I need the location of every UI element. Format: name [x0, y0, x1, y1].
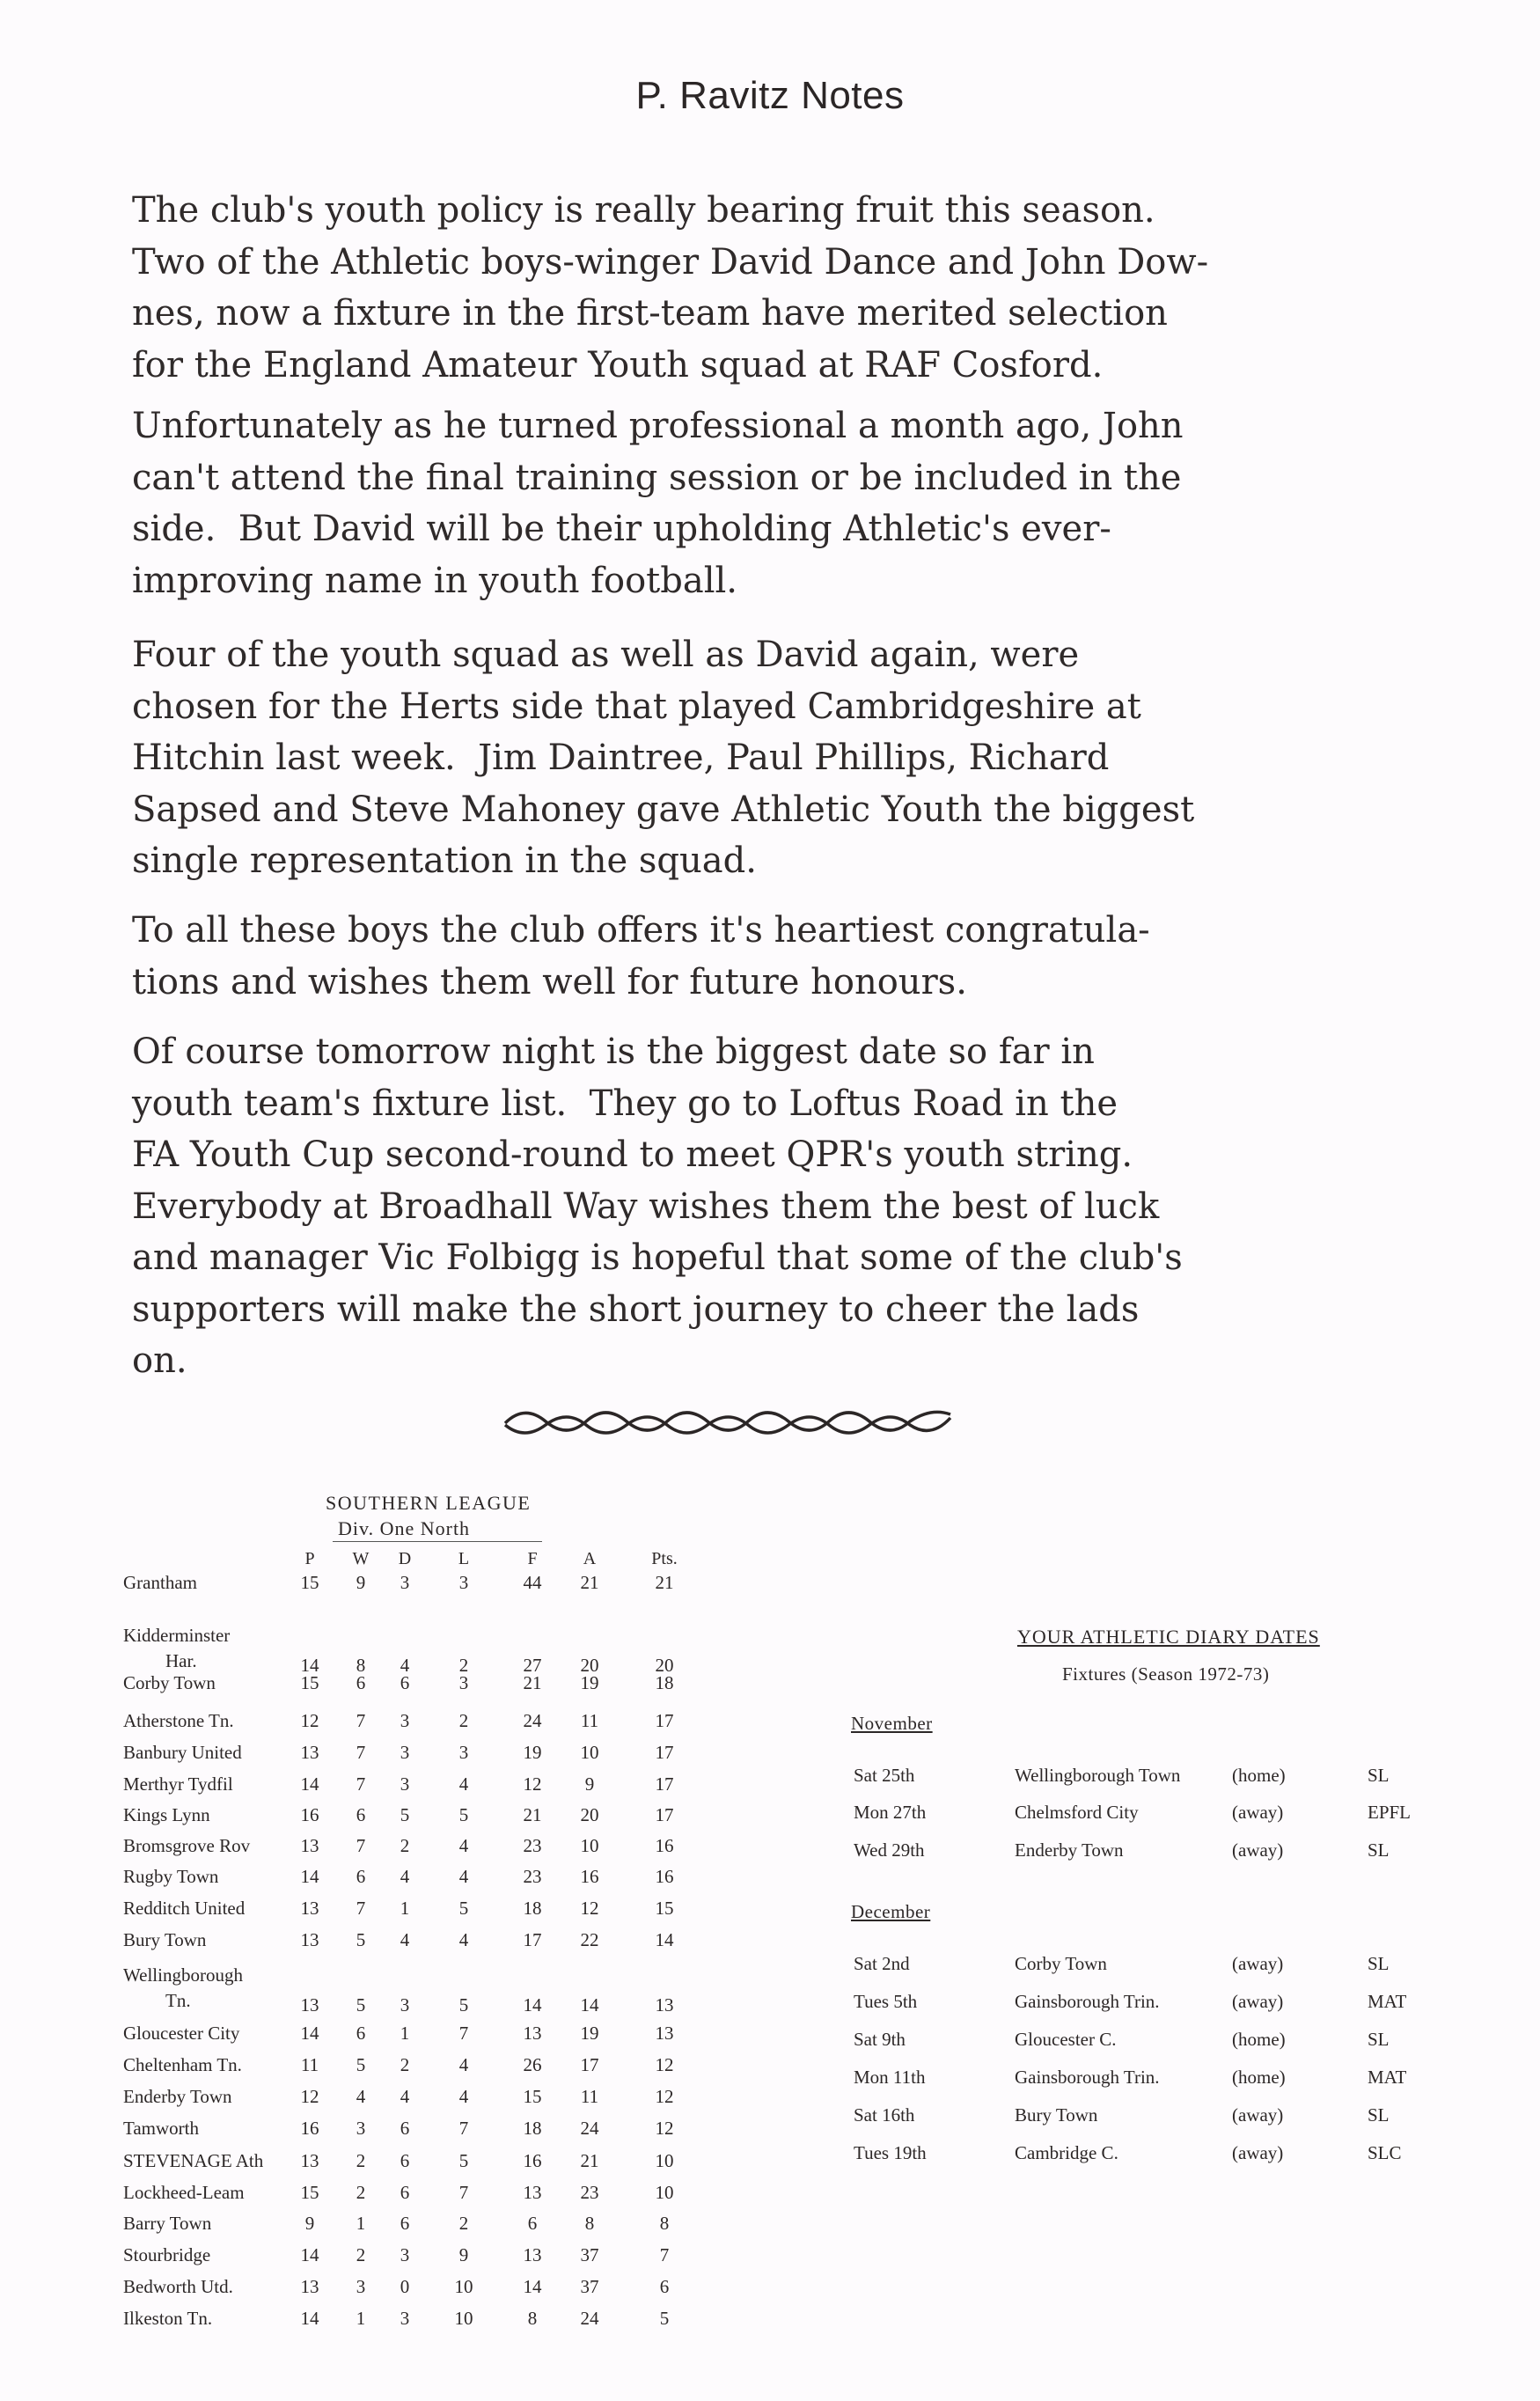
- stat-cell: 17: [655, 1773, 674, 1795]
- fixture-opponent: Cambridge C.: [1015, 2142, 1118, 2163]
- stat-cell: 2: [458, 2213, 469, 2234]
- stat-cell: 23: [523, 1866, 542, 1887]
- stat-cell: 4: [458, 2086, 469, 2107]
- stat-cell: 3: [400, 1710, 410, 1731]
- stat-cell: 3: [400, 1773, 410, 1795]
- stat-cell: 7: [659, 2244, 670, 2265]
- team-name: Lockheed-Leam: [123, 2182, 245, 2203]
- stat-cell: 14: [523, 1994, 542, 2016]
- stat-cell: 4: [400, 1929, 410, 1950]
- fixture-competition: SL: [1368, 2029, 1390, 2050]
- stat-cell: 10: [580, 1835, 599, 1856]
- stat-cell: 6: [356, 2023, 366, 2044]
- paragraph-fa-youth-cup: [132, 1026, 1364, 1387]
- stat-cell: 13: [300, 1929, 319, 1950]
- team-name: Banbury United: [123, 1742, 242, 1763]
- diary-title: YOUR ATHLETIC DIARY DATES: [1017, 1626, 1320, 1648]
- stat-cell: 12: [655, 2054, 674, 2075]
- paragraph-congratulations: [132, 905, 1364, 1008]
- stat-cell: 12: [655, 2086, 674, 2107]
- fixture-day: Wed 29th: [854, 1839, 925, 1861]
- league-col-header: A: [583, 1549, 597, 1568]
- fixture-day: Sat 9th: [854, 2029, 906, 2050]
- stat-cell: 13: [655, 1994, 674, 2016]
- stat-cell: 7: [356, 1710, 366, 1731]
- stat-cell: 1: [356, 2308, 366, 2329]
- fixture-competition: SL: [1368, 1839, 1390, 1861]
- stat-cell: 18: [523, 2118, 542, 2139]
- stat-cell: 4: [356, 2086, 366, 2107]
- fixture-opponent: Bury Town: [1015, 2104, 1098, 2126]
- league-col-header: L: [458, 1549, 470, 1568]
- stat-cell: 5: [458, 2150, 469, 2171]
- stat-cell: 27: [523, 1655, 542, 1676]
- team-name: Bury Town: [123, 1929, 207, 1950]
- stat-cell: 13: [655, 2023, 674, 2044]
- stat-cell: 5: [458, 1804, 469, 1825]
- team-name: STEVENAGE Ath: [123, 2150, 264, 2171]
- stat-cell: 13: [300, 1898, 319, 1919]
- stat-cell: 8: [584, 2213, 595, 2234]
- stat-cell: 9: [356, 1572, 366, 1593]
- stat-cell: 19: [523, 1742, 542, 1763]
- stat-cell: 10: [454, 2276, 473, 2297]
- stat-cell: 44: [523, 1572, 542, 1593]
- stat-cell: 15: [300, 1672, 319, 1693]
- stat-cell: 10: [454, 2308, 473, 2329]
- stat-cell: 12: [523, 1773, 542, 1795]
- fixture-opponent: Gainsborough Trin.: [1015, 2067, 1160, 2088]
- stat-cell: 21: [580, 1572, 599, 1593]
- team-name: Atherstone Tn.: [123, 1710, 234, 1731]
- league-col-header: D: [398, 1549, 412, 1568]
- text-line: FA Youth Cup second-round to meet QPR's youth string.: [132, 1134, 1133, 1175]
- fixture-day: Sat 2nd: [854, 1953, 910, 1974]
- page-title: P. Ravitz Notes: [635, 74, 905, 117]
- stat-cell: 14: [523, 2276, 542, 2297]
- fixture-opponent: Gloucester C.: [1015, 2029, 1117, 2050]
- stat-cell: 5: [659, 2308, 670, 2329]
- stat-cell: 17: [655, 1742, 674, 1763]
- stat-cell: 7: [356, 1742, 366, 1763]
- stat-cell: 21: [655, 1572, 674, 1593]
- fixture-venue: (away): [1232, 1839, 1284, 1861]
- team-name: Redditch United: [123, 1898, 246, 1919]
- text-line: To all these boys the club offers it's heartiest congratula-: [132, 910, 1150, 951]
- stat-cell: 16: [300, 2118, 319, 2139]
- fixture-venue: (home): [1232, 1765, 1286, 1786]
- stat-cell: 23: [580, 2182, 599, 2203]
- stat-cell: 6: [356, 1672, 366, 1693]
- stat-cell: 20: [580, 1655, 599, 1676]
- stat-cell: 6: [356, 1804, 366, 1825]
- stat-cell: 1: [400, 1898, 410, 1919]
- stat-cell: 14: [655, 1929, 674, 1950]
- stat-cell: 4: [400, 1866, 410, 1887]
- text-line: single representation in the squad.: [132, 841, 757, 881]
- stat-cell: 15: [300, 1572, 319, 1593]
- text-line: can't attend the final training session or be included in the: [132, 457, 1182, 498]
- fixture-day: Sat 16th: [854, 2104, 915, 2126]
- text-line: nes, now a fixture in the first-team have merited selection: [132, 293, 1168, 334]
- diary-month: December: [851, 1901, 931, 1922]
- stat-cell: 0: [400, 2276, 410, 2297]
- stat-cell: 9: [458, 2244, 469, 2265]
- fixture-competition: MAT: [1368, 1991, 1407, 2012]
- stat-cell: 18: [523, 1898, 542, 1919]
- diary-subtitle: Fixtures (Season 1972-73): [1062, 1663, 1270, 1685]
- stat-cell: 2: [400, 1835, 410, 1856]
- stat-cell: 4: [458, 1835, 469, 1856]
- stat-cell: 10: [655, 2182, 674, 2203]
- league-division: Div. One North: [338, 1517, 471, 1539]
- stat-cell: 12: [300, 2086, 319, 2107]
- stat-cell: 11: [300, 2054, 319, 2075]
- stat-cell: 21: [523, 1804, 542, 1825]
- stat-cell: 8: [527, 2308, 538, 2329]
- stat-cell: 13: [300, 2150, 319, 2171]
- stat-cell: 4: [458, 1773, 469, 1795]
- team-name: Bromsgrove Rov: [123, 1835, 251, 1856]
- stat-cell: 3: [356, 2276, 366, 2297]
- stat-cell: 15: [300, 2182, 319, 2203]
- stat-cell: 15: [655, 1898, 674, 1919]
- stat-cell: 4: [458, 1866, 469, 1887]
- stat-cell: 13: [523, 2182, 542, 2203]
- league-col-header: F: [527, 1549, 538, 1568]
- stat-cell: 14: [300, 2308, 319, 2329]
- stat-cell: 5: [356, 1929, 366, 1950]
- stat-cell: 7: [458, 2182, 469, 2203]
- league-rule: [333, 1541, 542, 1542]
- fixture-venue: (away): [1232, 1802, 1284, 1823]
- stat-cell: 1: [400, 2023, 410, 2044]
- text-line: Unfortunately as he turned professional a month ago, John: [132, 406, 1184, 446]
- stat-cell: 4: [458, 1929, 469, 1950]
- text-line: for the England Amateur Youth squad at RAF Cosford.: [132, 344, 1104, 385]
- stat-cell: 3: [400, 1742, 410, 1763]
- text-line: Of course tomorrow night is the biggest date so far in: [132, 1032, 1095, 1072]
- fixture-day: Mon 11th: [854, 2067, 926, 2088]
- stat-cell: 11: [580, 2086, 599, 2107]
- stat-cell: 14: [580, 1994, 599, 2016]
- team-name: Kings Lynn: [123, 1804, 210, 1825]
- stat-cell: 9: [584, 1773, 595, 1795]
- text-line: Everybody at Broadhall Way wishes them the best of luck: [132, 1186, 1160, 1227]
- stat-cell: 5: [458, 1898, 469, 1919]
- stat-cell: 7: [356, 1898, 366, 1919]
- fixture-day: Mon 27th: [854, 1802, 927, 1823]
- stat-cell: 6: [659, 2276, 670, 2297]
- stat-cell: 3: [400, 1572, 410, 1593]
- stat-cell: 2: [356, 2182, 366, 2203]
- stat-cell: 12: [580, 1898, 599, 1919]
- fixture-venue: (home): [1232, 2029, 1286, 2050]
- stat-cell: 17: [655, 1710, 674, 1731]
- fixture-competition: EPFL: [1368, 1802, 1412, 1823]
- stat-cell: 3: [400, 2244, 410, 2265]
- stat-cell: 2: [400, 2054, 410, 2075]
- team-name: Ilkeston Tn.: [123, 2308, 213, 2329]
- fixture-venue: (away): [1232, 2142, 1284, 2163]
- stat-cell: 17: [655, 1804, 674, 1825]
- stat-cell: 4: [400, 2086, 410, 2107]
- stat-cell: 12: [655, 2118, 674, 2139]
- fixture-venue: (home): [1232, 2067, 1286, 2088]
- stat-cell: 11: [580, 1710, 599, 1731]
- fixture-opponent: Chelmsford City: [1015, 1802, 1139, 1823]
- league-header-row: [0, 1549, 792, 1574]
- fixture-day: Tues 19th: [854, 2142, 927, 2163]
- stat-cell: 24: [580, 2118, 599, 2139]
- team-name: Wellingborough Tn.: [123, 1964, 243, 2011]
- stat-cell: 5: [356, 1994, 366, 2016]
- stat-cell: 17: [580, 2054, 599, 2075]
- stat-cell: 20: [655, 1655, 674, 1676]
- paragraph-john-professional: [132, 400, 1364, 606]
- paragraph-youth-policy: [132, 185, 1364, 391]
- stat-cell: 16: [655, 1835, 674, 1856]
- league-col-header: P: [304, 1549, 315, 1568]
- stat-cell: 19: [580, 1672, 599, 1693]
- stat-cell: 6: [356, 1866, 366, 1887]
- team-name: Stourbridge: [123, 2244, 211, 2265]
- stat-cell: 20: [580, 1804, 599, 1825]
- stat-cell: 12: [300, 1710, 319, 1731]
- stat-cell: 15: [523, 2086, 542, 2107]
- stat-cell: 9: [304, 2213, 315, 2234]
- text-line: youth team's fixture list. They go to Loftus Road in the: [132, 1083, 1118, 1124]
- stat-cell: 16: [300, 1804, 319, 1825]
- stat-cell: 3: [356, 2118, 366, 2139]
- fixture-day: Tues 5th: [854, 1991, 918, 2012]
- stat-cell: 5: [400, 1804, 410, 1825]
- team-name: Bedworth Utd.: [123, 2276, 233, 2297]
- stat-cell: 5: [356, 2054, 366, 2075]
- stat-cell: 13: [523, 2244, 542, 2265]
- stat-cell: 23: [523, 1835, 542, 1856]
- stat-cell: 37: [580, 2244, 599, 2265]
- paragraph-herts-side: [132, 629, 1364, 887]
- stat-cell: 21: [580, 2150, 599, 2171]
- team-name: Tamworth: [123, 2118, 200, 2139]
- stat-cell: 37: [580, 2276, 599, 2297]
- stat-cell: 8: [659, 2213, 670, 2234]
- stat-cell: 5: [458, 1994, 469, 2016]
- stat-cell: 2: [356, 2244, 366, 2265]
- stat-cell: 8: [356, 1655, 366, 1676]
- stat-cell: 3: [458, 1742, 469, 1763]
- stat-cell: 14: [300, 1655, 319, 1676]
- stat-cell: 16: [523, 2150, 542, 2171]
- stat-cell: 7: [356, 1835, 366, 1856]
- stat-cell: 19: [580, 2023, 599, 2044]
- fixture-day: Sat 25th: [854, 1765, 915, 1786]
- stat-cell: 4: [400, 1655, 410, 1676]
- stat-cell: 6: [400, 2213, 410, 2234]
- fixture-competition: MAT: [1368, 2067, 1407, 2088]
- fixture-competition: SL: [1368, 1765, 1390, 1786]
- stat-cell: 7: [356, 1773, 366, 1795]
- text-line: Hitchin last week. Jim Daintree, Paul Phillips, Richard: [132, 738, 1110, 778]
- team-name: Gloucester City: [123, 2023, 240, 2044]
- stat-cell: 18: [655, 1672, 674, 1693]
- stat-cell: 10: [655, 2150, 674, 2171]
- text-line: on.: [132, 1340, 187, 1381]
- decorative-divider: [500, 1395, 957, 1448]
- stat-cell: 13: [300, 2276, 319, 2297]
- team-name: Rugby Town: [123, 1866, 219, 1887]
- stat-cell: 6: [527, 2213, 538, 2234]
- fixture-opponent: Enderby Town: [1015, 1839, 1124, 1861]
- stat-cell: 13: [300, 1994, 319, 2016]
- fixture-competition: SL: [1368, 2104, 1390, 2126]
- stat-cell: 4: [458, 2054, 469, 2075]
- team-name: Cheltenham Tn.: [123, 2054, 242, 2075]
- stat-cell: 7: [458, 2023, 469, 2044]
- league-title: SOUTHERN LEAGUE: [326, 1492, 532, 1514]
- team-name: Barry Town: [123, 2213, 212, 2234]
- stat-cell: 3: [400, 2308, 410, 2329]
- stat-cell: 6: [400, 1672, 410, 1693]
- fixture-competition: SLC: [1368, 2142, 1402, 2163]
- stat-cell: 10: [580, 1742, 599, 1763]
- stat-cell: 24: [523, 1710, 542, 1731]
- text-line: chosen for the Herts side that played Cambridgeshire at: [132, 686, 1141, 727]
- stat-cell: 14: [300, 2023, 319, 2044]
- stat-cell: 13: [300, 1835, 319, 1856]
- fixture-venue: (away): [1232, 1953, 1284, 1974]
- stat-cell: 6: [400, 2118, 410, 2139]
- fixture-competition: SL: [1368, 1953, 1390, 1974]
- stat-cell: 2: [458, 1655, 469, 1676]
- stat-cell: 6: [400, 2182, 410, 2203]
- fixture-opponent: Wellingborough Town: [1015, 1765, 1181, 1786]
- fixture-opponent: Gainsborough Trin.: [1015, 1991, 1160, 2012]
- text-line: Four of the youth squad as well as David again, were: [132, 635, 1080, 675]
- stat-cell: 7: [458, 2118, 469, 2139]
- stat-cell: 2: [356, 2150, 366, 2171]
- text-line: improving name in youth football.: [132, 560, 737, 601]
- league-col-header: Pts.: [651, 1549, 678, 1568]
- text-line: tions and wishes them well for future honours.: [132, 961, 967, 1002]
- text-line: The club's youth policy is really bearing fruit this season.: [132, 190, 1155, 231]
- text-line: Sapsed and Steve Mahoney gave Athletic Youth the biggest: [132, 789, 1195, 830]
- team-name: Merthyr Tydfil: [123, 1773, 233, 1795]
- stat-cell: 14: [300, 1773, 319, 1795]
- stat-cell: 13: [523, 2023, 542, 2044]
- text-line: and manager Vic Folbigg is hopeful that some of the club's: [132, 1237, 1183, 1278]
- text-line: Two of the Athletic boys-winger David Dance and John Dow-: [132, 241, 1209, 283]
- league-col-header: W: [352, 1549, 370, 1568]
- diary-month: November: [851, 1713, 933, 1734]
- team-name: Enderby Town: [123, 2086, 232, 2107]
- stat-cell: 14: [300, 2244, 319, 2265]
- stat-cell: 13: [300, 1742, 319, 1763]
- stat-cell: 2: [458, 1710, 469, 1731]
- team-name: Grantham: [123, 1572, 197, 1593]
- stat-cell: 3: [458, 1572, 469, 1593]
- team-name: Corby Town: [123, 1672, 216, 1693]
- stat-cell: 22: [580, 1929, 599, 1950]
- stat-cell: 26: [523, 2054, 542, 2075]
- text-line: supporters will make the short journey to cheer the lads: [132, 1289, 1140, 1330]
- stat-cell: 21: [523, 1672, 542, 1693]
- stat-cell: 17: [523, 1929, 542, 1950]
- team-name: Kidderminster Har.: [123, 1625, 231, 1671]
- stat-cell: 14: [300, 1866, 319, 1887]
- stat-cell: 3: [458, 1672, 469, 1693]
- stat-cell: 16: [580, 1866, 599, 1887]
- stat-cell: 3: [400, 1994, 410, 2016]
- fixture-opponent: Corby Town: [1015, 1953, 1107, 1974]
- stat-cell: 16: [655, 1866, 674, 1887]
- stat-cell: 6: [400, 2150, 410, 2171]
- text-line: side. But David will be their upholding Athletic's ever-: [132, 509, 1111, 549]
- fixture-venue: (away): [1232, 1991, 1284, 2012]
- stat-cell: 24: [580, 2308, 599, 2329]
- stat-cell: 1: [356, 2213, 366, 2234]
- fixture-venue: (away): [1232, 2104, 1284, 2126]
